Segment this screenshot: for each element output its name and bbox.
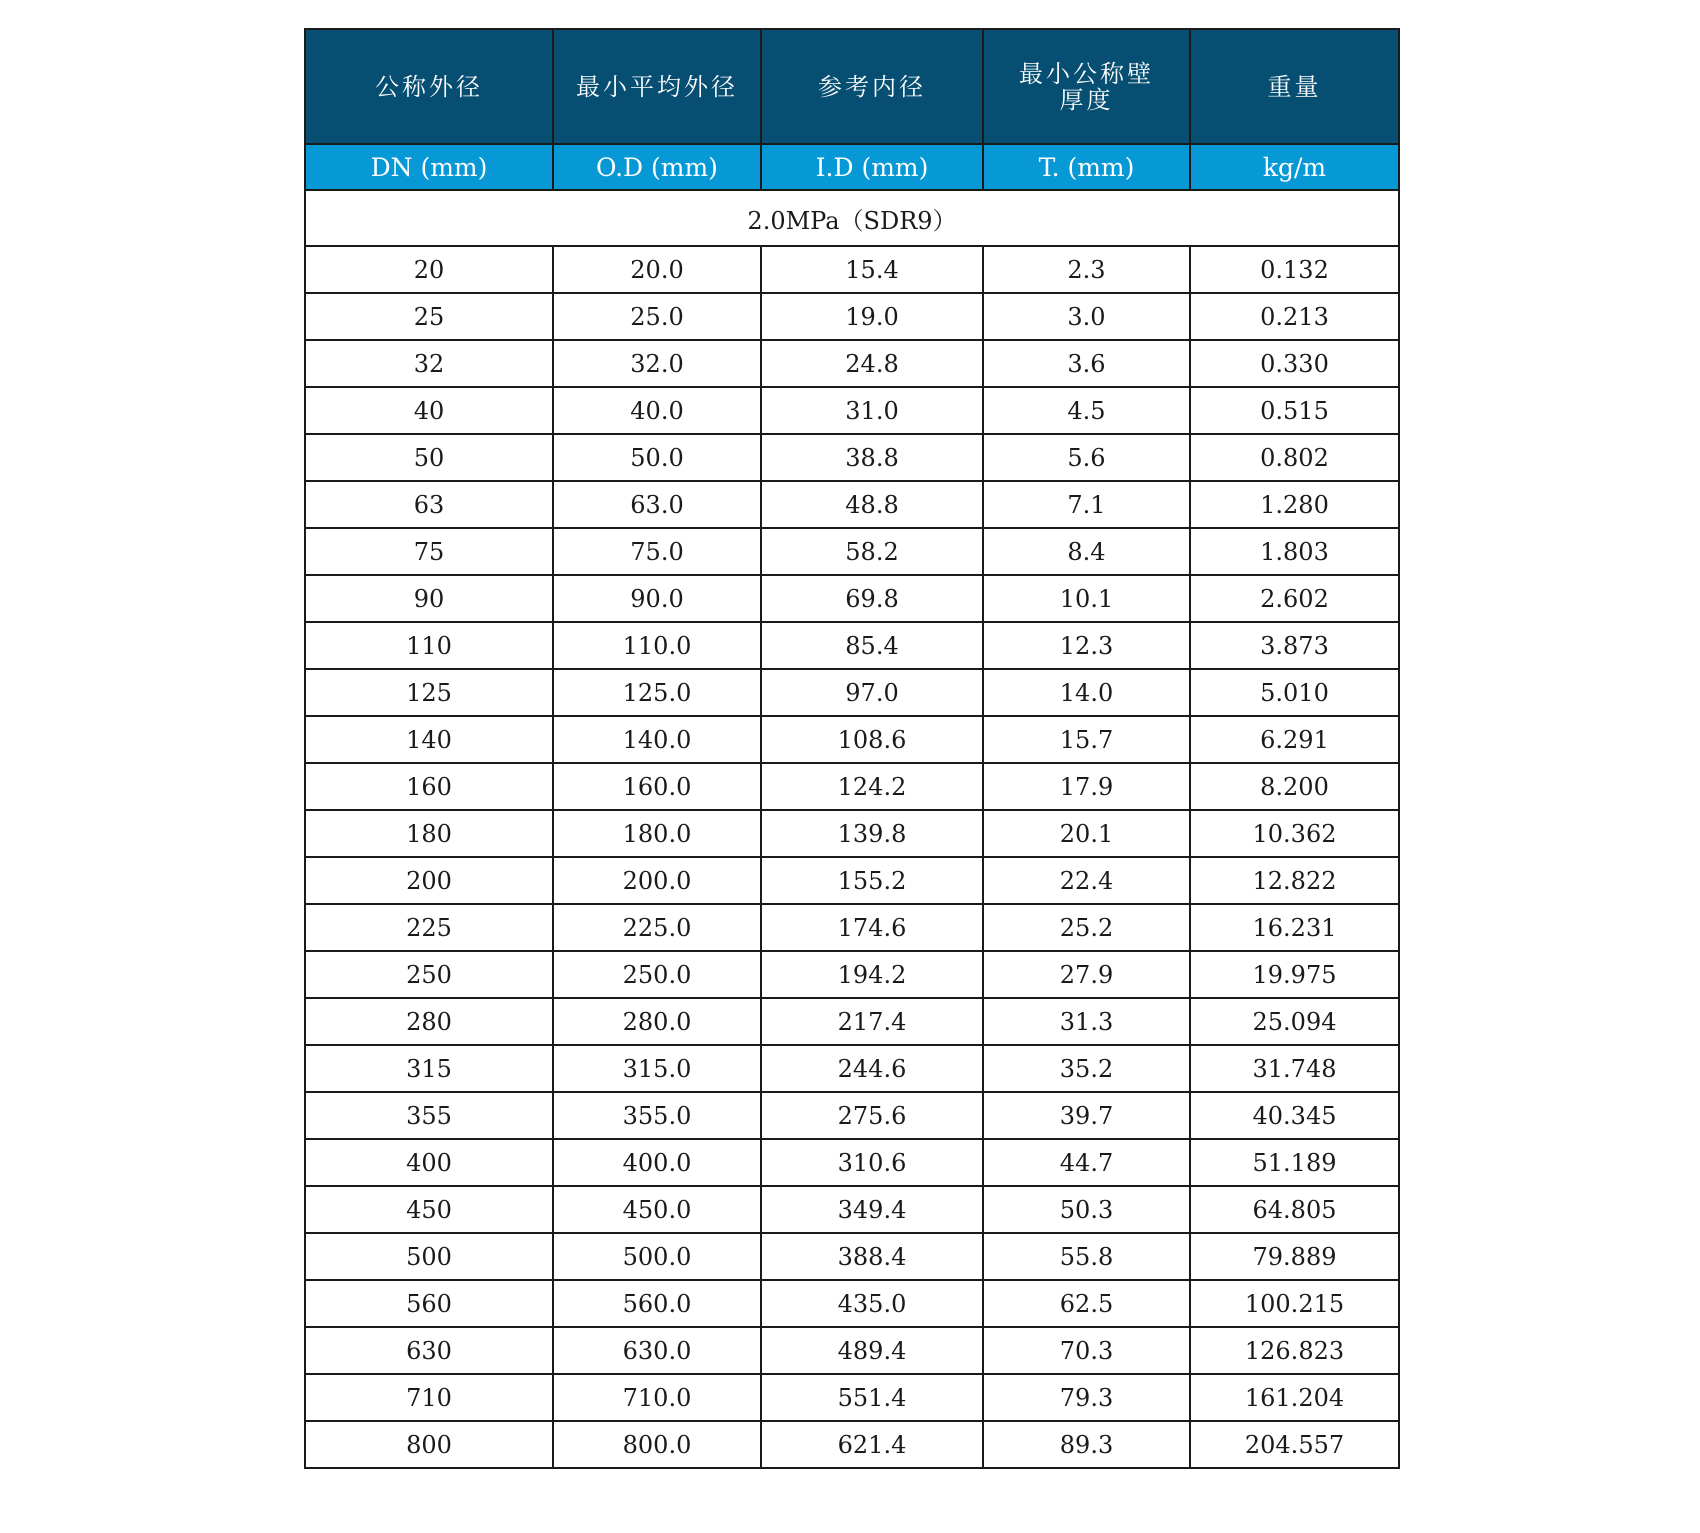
cell-od: 20.0: [553, 246, 761, 293]
cell-thickness: 79.3: [983, 1374, 1190, 1421]
cell-weight: 3.873: [1190, 622, 1399, 669]
cell-dn: 50: [305, 434, 553, 481]
header-min-mean-od-cn: 最小平均外径: [553, 29, 761, 144]
cell-dn: 32: [305, 340, 553, 387]
cell-thickness: 10.1: [983, 575, 1190, 622]
cell-thickness: 20.1: [983, 810, 1190, 857]
cell-weight: 10.362: [1190, 810, 1399, 857]
cell-dn: 90: [305, 575, 553, 622]
cell-od: 355.0: [553, 1092, 761, 1139]
cell-od: 450.0: [553, 1186, 761, 1233]
cell-od: 90.0: [553, 575, 761, 622]
cell-thickness: 15.7: [983, 716, 1190, 763]
cell-dn: 200: [305, 857, 553, 904]
header-min-wall-thickness-cn: 最小公称壁 厚度: [983, 29, 1190, 144]
table-row: [305, 1327, 1399, 1374]
cell-thickness: 12.3: [983, 622, 1190, 669]
cell-id: 48.8: [761, 481, 983, 528]
cell-id: 38.8: [761, 434, 983, 481]
cell-weight: 40.345: [1190, 1092, 1399, 1139]
cell-od: 75.0: [553, 528, 761, 575]
cell-id: 194.2: [761, 951, 983, 998]
pipe-spec-table-container: [304, 28, 1398, 1469]
cell-od: 560.0: [553, 1280, 761, 1327]
header-nominal-diameter-cn: 公称外径: [305, 29, 553, 144]
table-row: [305, 1139, 1399, 1186]
header-t-unit: T. (mm): [983, 144, 1190, 190]
cell-id: 435.0: [761, 1280, 983, 1327]
table-row: [305, 998, 1399, 1045]
cell-od: 630.0: [553, 1327, 761, 1374]
cell-weight: 1.280: [1190, 481, 1399, 528]
table-row: [305, 1421, 1399, 1468]
cell-dn: 180: [305, 810, 553, 857]
cell-thickness: 22.4: [983, 857, 1190, 904]
cell-dn: 355: [305, 1092, 553, 1139]
table-row: [305, 293, 1399, 340]
cell-id: 621.4: [761, 1421, 983, 1468]
table-row: [305, 763, 1399, 810]
table-row: [305, 622, 1399, 669]
cell-od: 250.0: [553, 951, 761, 998]
header-weight-unit: kg/m: [1190, 144, 1399, 190]
cell-id: 174.6: [761, 904, 983, 951]
cell-thickness: 50.3: [983, 1186, 1190, 1233]
cell-weight: 0.515: [1190, 387, 1399, 434]
cell-dn: 400: [305, 1139, 553, 1186]
header-row-units: [305, 144, 1399, 190]
table-row: [305, 387, 1399, 434]
cell-weight: 0.132: [1190, 246, 1399, 293]
cell-od: 125.0: [553, 669, 761, 716]
cell-dn: 710: [305, 1374, 553, 1421]
cell-id: 349.4: [761, 1186, 983, 1233]
cell-weight: 0.330: [1190, 340, 1399, 387]
table-row: [305, 575, 1399, 622]
cell-od: 32.0: [553, 340, 761, 387]
cell-thickness: 25.2: [983, 904, 1190, 951]
table-row: [305, 246, 1399, 293]
section-title-row: [305, 190, 1399, 246]
table-row: [305, 1045, 1399, 1092]
cell-thickness: 17.9: [983, 763, 1190, 810]
cell-dn: 630: [305, 1327, 553, 1374]
cell-weight: 0.213: [1190, 293, 1399, 340]
table-row: [305, 1233, 1399, 1280]
cell-thickness: 55.8: [983, 1233, 1190, 1280]
cell-dn: 140: [305, 716, 553, 763]
cell-weight: 204.557: [1190, 1421, 1399, 1468]
cell-dn: 225: [305, 904, 553, 951]
header-weight-cn: 重量: [1190, 29, 1399, 144]
header-id-unit: I.D (mm): [761, 144, 983, 190]
header-row-chinese: [305, 29, 1399, 144]
cell-id: 31.0: [761, 387, 983, 434]
cell-thickness: 14.0: [983, 669, 1190, 716]
cell-dn: 25: [305, 293, 553, 340]
table-row: [305, 340, 1399, 387]
cell-thickness: 3.6: [983, 340, 1190, 387]
cell-thickness: 4.5: [983, 387, 1190, 434]
cell-dn: 75: [305, 528, 553, 575]
cell-od: 280.0: [553, 998, 761, 1045]
cell-weight: 12.822: [1190, 857, 1399, 904]
cell-od: 400.0: [553, 1139, 761, 1186]
cell-thickness: 31.3: [983, 998, 1190, 1045]
cell-dn: 63: [305, 481, 553, 528]
cell-thickness: 27.9: [983, 951, 1190, 998]
cell-thickness: 7.1: [983, 481, 1190, 528]
cell-od: 315.0: [553, 1045, 761, 1092]
cell-weight: 6.291: [1190, 716, 1399, 763]
cell-weight: 19.975: [1190, 951, 1399, 998]
pipe-spec-table: [304, 28, 1400, 1469]
cell-weight: 0.802: [1190, 434, 1399, 481]
cell-weight: 31.748: [1190, 1045, 1399, 1092]
cell-id: 58.2: [761, 528, 983, 575]
cell-od: 710.0: [553, 1374, 761, 1421]
cell-dn: 800: [305, 1421, 553, 1468]
cell-weight: 64.805: [1190, 1186, 1399, 1233]
cell-id: 124.2: [761, 763, 983, 810]
cell-od: 25.0: [553, 293, 761, 340]
cell-dn: 250: [305, 951, 553, 998]
cell-od: 40.0: [553, 387, 761, 434]
cell-id: 19.0: [761, 293, 983, 340]
cell-od: 50.0: [553, 434, 761, 481]
cell-thickness: 44.7: [983, 1139, 1190, 1186]
cell-thickness: 2.3: [983, 246, 1190, 293]
cell-id: 551.4: [761, 1374, 983, 1421]
table-row: [305, 904, 1399, 951]
cell-id: 69.8: [761, 575, 983, 622]
cell-id: 15.4: [761, 246, 983, 293]
cell-thickness: 89.3: [983, 1421, 1190, 1468]
table-row: [305, 669, 1399, 716]
table-row: [305, 810, 1399, 857]
cell-dn: 160: [305, 763, 553, 810]
cell-thickness: 5.6: [983, 434, 1190, 481]
cell-od: 500.0: [553, 1233, 761, 1280]
cell-od: 800.0: [553, 1421, 761, 1468]
cell-weight: 2.602: [1190, 575, 1399, 622]
cell-thickness: 62.5: [983, 1280, 1190, 1327]
cell-id: 97.0: [761, 669, 983, 716]
cell-dn: 40: [305, 387, 553, 434]
cell-dn: 315: [305, 1045, 553, 1092]
cell-id: 489.4: [761, 1327, 983, 1374]
cell-od: 200.0: [553, 857, 761, 904]
cell-id: 24.8: [761, 340, 983, 387]
section-title: 2.0MPa（SDR9）: [305, 190, 1399, 246]
table-row: [305, 434, 1399, 481]
header-od-unit: O.D (mm): [553, 144, 761, 190]
cell-id: 108.6: [761, 716, 983, 763]
cell-id: 388.4: [761, 1233, 983, 1280]
table-row: [305, 1186, 1399, 1233]
cell-dn: 20: [305, 246, 553, 293]
cell-od: 225.0: [553, 904, 761, 951]
table-row: [305, 1092, 1399, 1139]
cell-dn: 500: [305, 1233, 553, 1280]
cell-id: 155.2: [761, 857, 983, 904]
cell-od: 140.0: [553, 716, 761, 763]
cell-weight: 25.094: [1190, 998, 1399, 1045]
cell-weight: 126.823: [1190, 1327, 1399, 1374]
table-row: [305, 481, 1399, 528]
cell-weight: 5.010: [1190, 669, 1399, 716]
cell-dn: 450: [305, 1186, 553, 1233]
cell-id: 85.4: [761, 622, 983, 669]
table-row: [305, 1280, 1399, 1327]
cell-od: 180.0: [553, 810, 761, 857]
header-reference-id-cn: 参考内径: [761, 29, 983, 144]
cell-thickness: 3.0: [983, 293, 1190, 340]
cell-weight: 100.215: [1190, 1280, 1399, 1327]
cell-dn: 280: [305, 998, 553, 1045]
table-row: [305, 857, 1399, 904]
cell-od: 160.0: [553, 763, 761, 810]
table-row: [305, 716, 1399, 763]
cell-thickness: 35.2: [983, 1045, 1190, 1092]
cell-weight: 16.231: [1190, 904, 1399, 951]
cell-id: 217.4: [761, 998, 983, 1045]
cell-thickness: 8.4: [983, 528, 1190, 575]
cell-weight: 161.204: [1190, 1374, 1399, 1421]
table-row: [305, 528, 1399, 575]
cell-thickness: 70.3: [983, 1327, 1190, 1374]
cell-od: 63.0: [553, 481, 761, 528]
header-dn-unit: DN (mm): [305, 144, 553, 190]
table-row: [305, 1374, 1399, 1421]
table-row: [305, 951, 1399, 998]
cell-id: 275.6: [761, 1092, 983, 1139]
cell-id: 310.6: [761, 1139, 983, 1186]
cell-weight: 79.889: [1190, 1233, 1399, 1280]
cell-weight: 1.803: [1190, 528, 1399, 575]
cell-id: 244.6: [761, 1045, 983, 1092]
cell-dn: 110: [305, 622, 553, 669]
cell-dn: 560: [305, 1280, 553, 1327]
cell-weight: 8.200: [1190, 763, 1399, 810]
cell-thickness: 39.7: [983, 1092, 1190, 1139]
cell-dn: 125: [305, 669, 553, 716]
cell-weight: 51.189: [1190, 1139, 1399, 1186]
cell-id: 139.8: [761, 810, 983, 857]
cell-od: 110.0: [553, 622, 761, 669]
